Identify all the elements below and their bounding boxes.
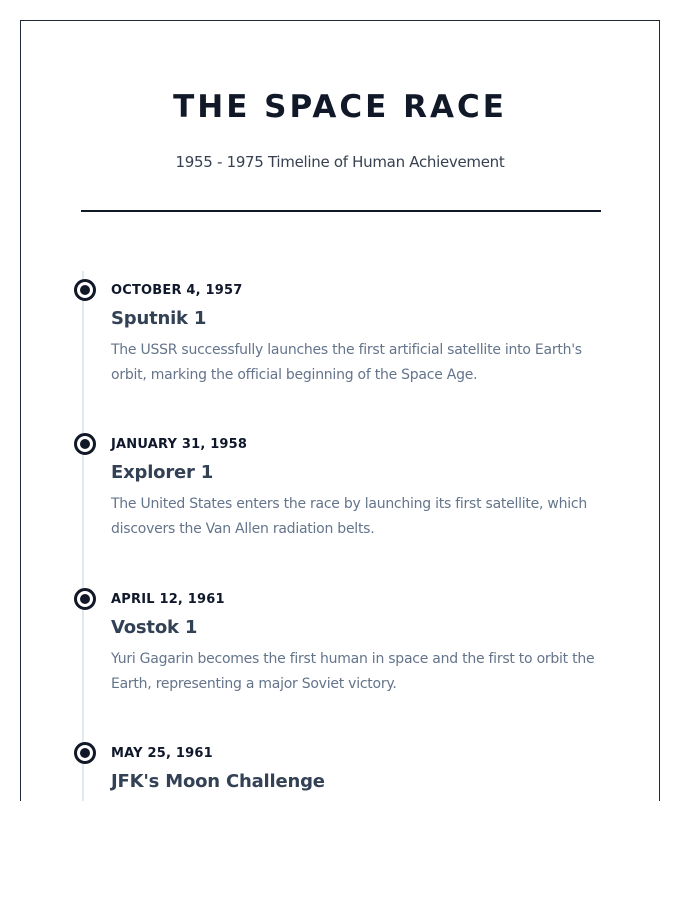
event-title: Sputnik 1 — [111, 308, 207, 329]
timeline-marker-icon — [74, 433, 96, 455]
header-divider — [81, 210, 601, 212]
event-date: APRIL 12, 1961 — [111, 592, 225, 607]
event-title: JFK's Moon Challenge — [111, 771, 325, 792]
timeline-marker-icon — [74, 279, 96, 301]
event-description: Yuri Gagarin becomes the first human in space and the first to orbit the Earth, representing a major Soviet victory. — [111, 651, 595, 692]
timeline-page — [20, 20, 660, 801]
event-date: MAY 25, 1961 — [111, 746, 213, 761]
event-date: JANUARY 31, 1958 — [111, 437, 248, 452]
event-title: Vostok 1 — [111, 617, 198, 638]
timeline-marker-icon — [74, 588, 96, 610]
event-description: The USSR successfully launches the first artificial satellite into Earth's orbit, marking the official beginning of the Space Age. — [111, 342, 582, 383]
event-title: Explorer 1 — [111, 462, 214, 483]
timeline-line — [82, 271, 84, 801]
page-subtitle: 1955 - 1975 Timeline of Human Achievement — [175, 153, 505, 171]
event-date: OCTOBER 4, 1957 — [111, 283, 243, 298]
timeline-marker-icon — [74, 742, 96, 764]
event-description: The United States enters the race by launching its first satellite, which discovers the Van Allen radiation belts. — [111, 496, 587, 537]
page-title: THE SPACE RACE — [173, 89, 507, 125]
